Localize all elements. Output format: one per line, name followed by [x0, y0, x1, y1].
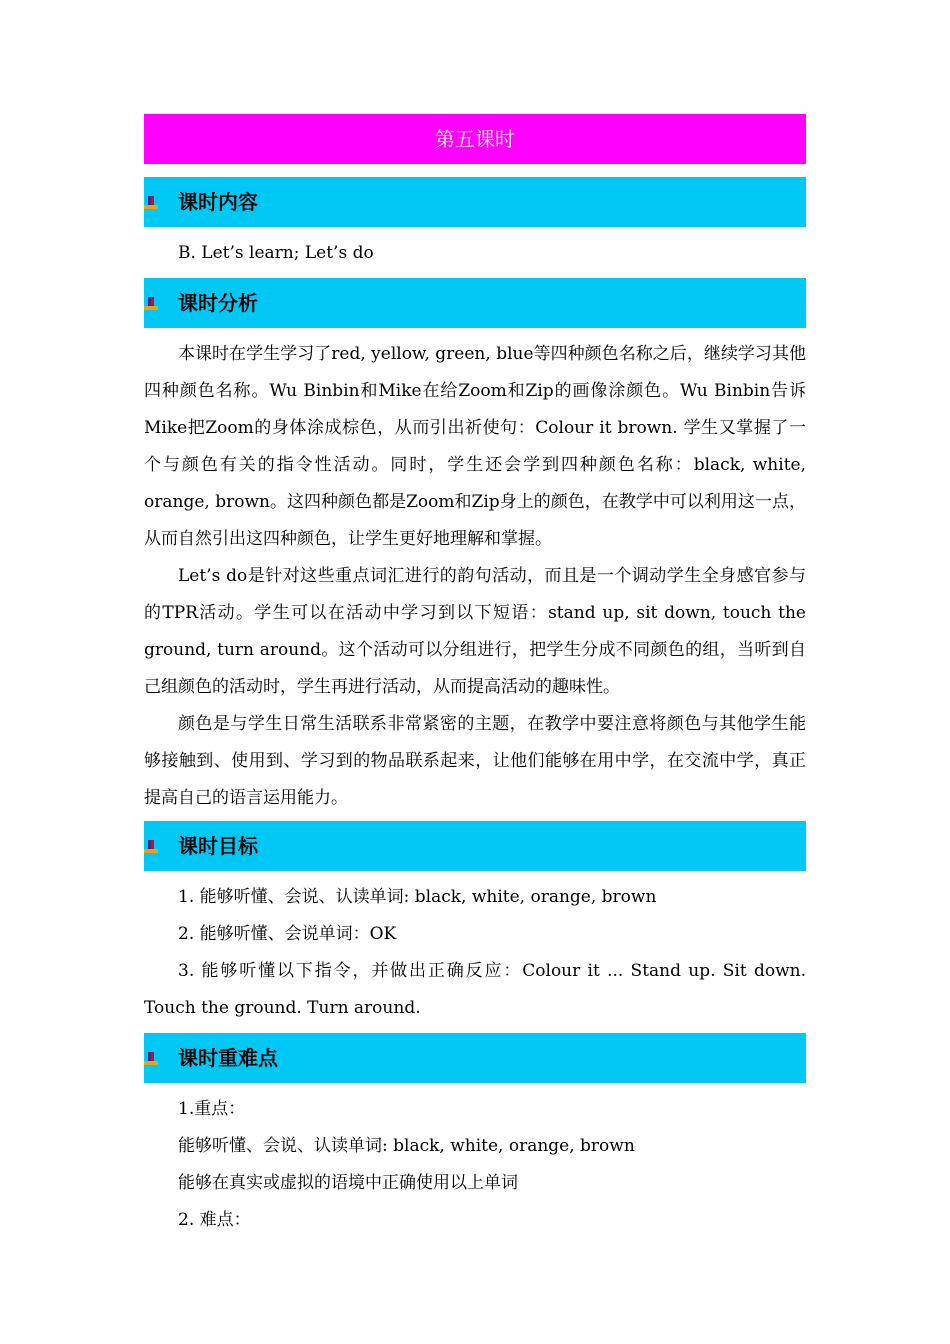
section-header-analysis [144, 278, 806, 328]
bullet-book-icon [144, 1052, 158, 1065]
section-analysis-body [144, 336, 806, 817]
section-heading: 课时分析 [178, 291, 258, 315]
analysis-paragraph-3: 颜色是与学生日常生活联系非常紧密的主题，在教学中要注意将颜色与其他学生能够接触到、使用到、学习到的物品联系起来，让他们能够在用中学，在交流中学，真正提高自己的语言运用能力。 [144, 714, 806, 808]
keypoint-line: 2. 难点： [178, 1210, 251, 1230]
goal-item: 2. 能够听懂、会说单词：OK [178, 924, 397, 944]
section-heading: 课时内容 [178, 190, 258, 214]
lesson-page [144, 114, 806, 1239]
section-content-body [144, 235, 806, 272]
section-heading: 课时目标 [178, 834, 258, 858]
bullet-book-icon [144, 297, 158, 310]
bullet-book-icon [144, 196, 158, 209]
analysis-paragraph-1: 本课时在学生学习了red, yellow, green, blue等四种颜色名称之后，继续学习其他四种颜色名称。Wu Binbin和Mike在给Zoom和Zip的画像涂颜色。Wu Binbin告诉Mike把Zoom的身体涂成棕色，从而引出祈使句：Colour it brown. 学生又掌握了一个与颜色有关的指令性活动。同时，学生还会学到四种颜色名称：black, white, orange, brown。这四种颜色都是Zoom和Zip身上的颜色，在教学中可以利用这一点，从而自然引出这四种颜色，让学生更好地理解和掌握。 [144, 344, 806, 549]
goal-item: 3. 能够听懂以下指令，并做出正确反应：Colour it ... Stand up. Sit down. Touch the ground. Turn around. [144, 961, 806, 1018]
keypoint-line: 1.重点： [178, 1099, 246, 1119]
content-line: B. Let’s learn; Let’s do [178, 243, 374, 263]
section-keypoints-body [144, 1091, 806, 1239]
goal-item: 1. 能够听懂、会说、认读单词: black, white, orange, brown [178, 887, 657, 907]
analysis-paragraph-2: Let’s do是针对这些重点词汇进行的韵句活动，而且是一个调动学生全身感官参与的TPR活动。学生可以在活动中学习到以下短语：stand up, sit down, touch the ground, turn around。这个活动可以分组进行，把学生分成不同颜色的组，当听到自己组颜色的活动时，学生再进行活动，从而提高活动的趣味性。 [144, 566, 806, 697]
page-title: 第五课时 [144, 114, 806, 164]
section-header-goals [144, 821, 806, 871]
section-header-keypoints [144, 1033, 806, 1083]
keypoint-line: 能够听懂、会说、认读单词: black, white, orange, brown [178, 1136, 635, 1156]
section-goals-body [144, 879, 806, 1027]
keypoint-line: 能够在真实或虚拟的语境中正确使用以上单词 [178, 1173, 518, 1193]
section-heading: 课时重难点 [178, 1046, 278, 1070]
bullet-book-icon [144, 840, 158, 853]
section-header-content [144, 177, 806, 227]
